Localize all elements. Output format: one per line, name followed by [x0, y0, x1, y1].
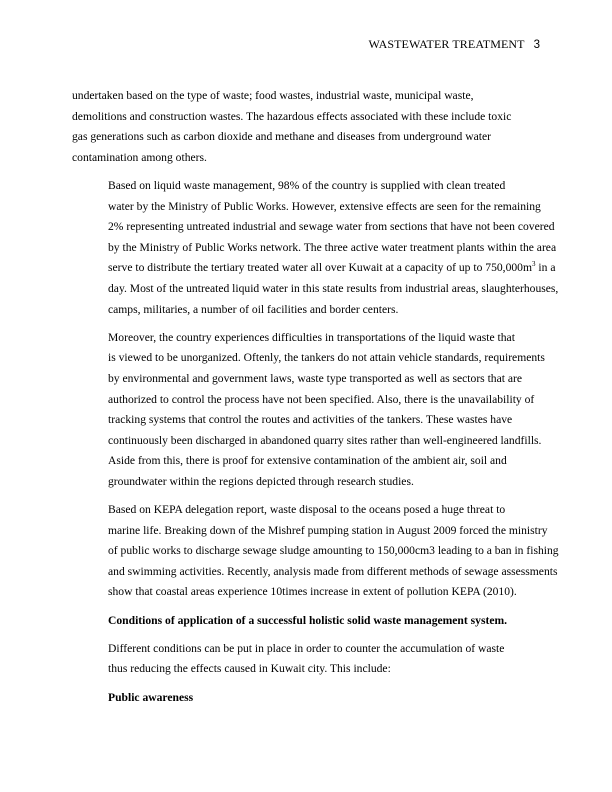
paragraph-kepa-report [72, 500, 559, 603]
text-line: thus reducing the effects caused in Kuwait city. This include: [108, 662, 391, 676]
text-line: marine life. Breaking down of the Mishref pumping station in August 2009 forced the ministry [108, 523, 548, 537]
running-title: WASTEWATER TREATMENT [368, 37, 525, 51]
text-line: contamination among others. [72, 150, 207, 164]
text-line: Aside from this, there is proof for extensive contamination of the ambient air, soil and [108, 454, 507, 468]
paragraph-continuation [72, 86, 540, 168]
superscript-cubed: 3 [532, 260, 536, 269]
text-line: water by the Ministry of Public Works. However, extensive effects are seen for the remaining [108, 199, 541, 213]
text-line: continuously been discharged in abandoned quarry sites rather than well-engineered landfills. [108, 433, 542, 447]
text-line: day. Most of the untreated liquid water in this state results from industrial areas, slaughterhouses, [108, 281, 559, 295]
text-line: Different conditions can be put in place in order to counter the accumulation of waste [108, 641, 505, 655]
text-fragment: in a [535, 261, 556, 275]
page-number: 3 [533, 39, 540, 51]
text-line: show that coastal areas experience 10times increase in extent of pollution KEPA (2010). [108, 585, 517, 599]
text-line: authorized to control the process have not been specified. Also, there is the unavailability of [108, 392, 535, 406]
paragraph-liquid-waste [72, 176, 559, 320]
text-line: gas generations such as carbon dioxide and methane and diseases from underground water [72, 130, 491, 144]
paragraph-conditions [72, 639, 540, 680]
text-line: and swimming activities. Recently, analysis made from different methods of sewage assessments [108, 564, 558, 578]
section-heading: Conditions of application of a successful holistic solid waste management system. [108, 613, 508, 627]
text-line: demolitions and construction wastes. The hazardous effects associated with these include toxic [72, 109, 512, 123]
text-line: Moreover, the country experiences difficulties in transportations of the liquid waste that [108, 330, 515, 344]
subsection-heading: Public awareness [108, 690, 194, 704]
text-line: by environmental and government laws, waste type transported as well as sectors that are [108, 371, 523, 385]
text-line [72, 258, 556, 279]
text-line: by the Ministry of Public Works network. The three active water treatment plants within the area [108, 240, 557, 254]
text-line: of public works to discharge sewage sludge amounting to 150,000cm3 leading to a ban in fishing [108, 544, 559, 558]
text-line: undertaken based on the type of waste; food wastes, industrial waste, municipal waste, [72, 89, 474, 102]
text-line: 2% representing untreated industrial and sewage water from sections that have not been covered [108, 220, 555, 234]
text-line: Based on KEPA delegation report, waste disposal to the oceans posed a huge threat to [108, 503, 506, 517]
running-header [368, 37, 540, 52]
text-line: is viewed to be unorganized. Oftenly, the tankers do not attain vehicle standards, requirements [108, 351, 545, 365]
document-body [72, 86, 559, 708]
text-line: Based on liquid waste management, 98% of the country is supplied with clean treated [108, 178, 506, 192]
text-line: camps, militaries, a number of oil facilities and border centers. [108, 302, 399, 316]
text-fragment: serve to distribute the tertiary treated water all over Kuwait at a capacity of up to 750,000m [108, 261, 532, 275]
text-line: tracking systems that control the routes and activities of the tankers. These wastes have [108, 413, 513, 427]
text-line: groundwater within the regions depicted through research studies. [108, 474, 414, 488]
paragraph-transportation [72, 328, 545, 493]
